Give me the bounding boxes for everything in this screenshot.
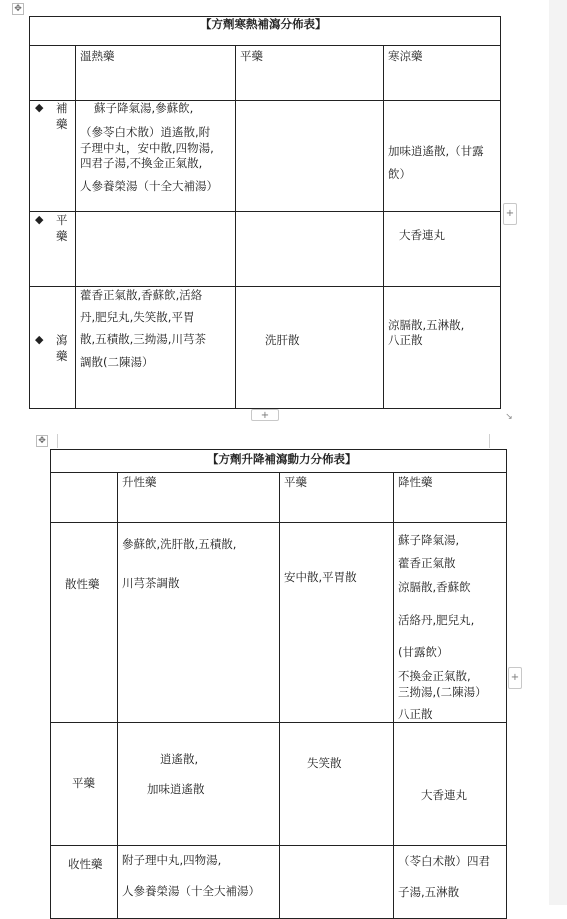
table1-row2-label: 藥 bbox=[56, 229, 68, 243]
table1-row1-warm-line: 蘇子降氣湯,參蘇飲, bbox=[94, 101, 194, 115]
table2-row3-label: 收性藥 bbox=[68, 857, 103, 871]
table2-row1-falling-line: 三拗湯,(二陳湯） bbox=[398, 685, 487, 699]
table1-header-cold: 寒涼藥 bbox=[388, 49, 423, 63]
table1-row1-bullet: ◆ bbox=[35, 101, 44, 114]
table1-title: 【方劑寒熱補瀉分佈表】 bbox=[200, 17, 327, 31]
table2-row1-falling-line: 藿香正氣散 bbox=[398, 556, 456, 570]
table1-row1-warm-line: 人參養榮湯（十全大補湯） bbox=[80, 179, 218, 193]
right-side-panel bbox=[549, 0, 567, 905]
table2-row1-falling-line: 涼膈散,香蘇飲 bbox=[398, 580, 471, 594]
table1-header-neutral: 平藥 bbox=[240, 49, 263, 63]
table2-row1-label: 散性藥 bbox=[65, 577, 100, 591]
table2-row1-falling-line: 蘇子降氣湯, bbox=[398, 533, 460, 547]
table2-row3-falling-line: （苓白术散）四君 bbox=[398, 854, 490, 868]
table2-row3-rising-line: 人參養榮湯（十全大補湯） bbox=[122, 884, 260, 898]
table2-top-stub bbox=[57, 434, 58, 448]
table1-add-row-button[interactable]: + bbox=[251, 409, 279, 421]
table2-row1-falling-line: (甘露飲） bbox=[398, 645, 449, 659]
table1-row2-label: 平 bbox=[56, 213, 68, 227]
table1-resize-icon[interactable]: ↘ bbox=[505, 412, 513, 422]
table1-row2-cold-line: 大香連丸 bbox=[399, 228, 445, 242]
table2-divider bbox=[393, 472, 394, 919]
table2-row3-rising-line: 附子理中丸,四物湯, bbox=[122, 853, 222, 867]
table1-row3-cold-line: 八正散 bbox=[388, 333, 423, 347]
table1-row3-warm-line: 藿香正氣散,香蘇飲,活絡 bbox=[80, 288, 203, 302]
table1-row3-warm-line: 調散(二陳湯） bbox=[80, 355, 154, 369]
table2-row2-neutral-line: 失笑散 bbox=[307, 756, 342, 770]
table2-header-neutral: 平藥 bbox=[284, 475, 307, 489]
table1-divider bbox=[29, 211, 501, 212]
table1-row1-warm-line: 子理中丸，安中散,四物湯, bbox=[80, 141, 214, 155]
table1-move-handle-icon[interactable]: ✥ bbox=[12, 3, 24, 15]
table2-move-handle-icon[interactable]: ✥ bbox=[36, 435, 48, 447]
table1-divider bbox=[235, 45, 236, 409]
table1-header-warm: 溫熱藥 bbox=[80, 49, 115, 63]
table2-top-stub bbox=[489, 434, 490, 448]
table2-row1-falling-line: 不換金正氣散, bbox=[398, 669, 471, 683]
table1-row1-cold-line: 飲） bbox=[388, 167, 411, 181]
table2-row2-rising-line: 加味逍遙散 bbox=[147, 782, 205, 796]
table2-divider bbox=[279, 472, 280, 919]
table2-divider bbox=[117, 472, 118, 919]
table2-header-rising: 升性藥 bbox=[122, 475, 157, 489]
table1-row1-label: 藥 bbox=[56, 117, 68, 131]
table2-row2-falling-line: 大香連丸 bbox=[421, 788, 467, 802]
table2-row2-rising-line: 逍遙散, bbox=[160, 752, 199, 766]
table1-row3-warm-line: 散,五積散,三拗湯,川芎茶 bbox=[80, 332, 206, 346]
table1-row1-warm-line: 四君子湯,不換金正氣散, bbox=[80, 156, 203, 170]
table1-divider bbox=[383, 45, 384, 409]
table1-row1-warm-line: （參苓白术散）逍遙散,附 bbox=[80, 125, 211, 139]
table2-row1-falling-line: 活絡丹,肥兒丸, bbox=[398, 613, 475, 627]
table2-row1-neutral-line: 安中散,平胃散 bbox=[284, 570, 357, 584]
table1-border bbox=[29, 16, 501, 409]
table1-add-column-button[interactable]: + bbox=[503, 203, 517, 225]
table1-row3-label: 瀉 bbox=[56, 333, 68, 347]
table2-row3-falling-line: 子湯,五淋散 bbox=[398, 885, 460, 899]
table1-divider bbox=[75, 45, 76, 409]
table2-title: 【方劑升降補瀉動力分佈表】 bbox=[207, 452, 357, 466]
table1-row3-cold-line: 涼膈散,五淋散, bbox=[388, 318, 465, 332]
table2-header-falling: 降性藥 bbox=[398, 475, 433, 489]
table1-row1-cold-line: 加味逍遙散,（甘露 bbox=[388, 144, 484, 158]
table1-row1-label: 補 bbox=[56, 101, 68, 115]
table1-row3-label: 藥 bbox=[56, 349, 68, 363]
table1-row3-warm-line: 丹,肥兒丸,失笑散,平胃 bbox=[80, 310, 195, 324]
table2-row1-rising-line: 參蘇飲,洗肝散,五積散, bbox=[122, 537, 237, 551]
table1-row3-bullet: ◆ bbox=[35, 333, 44, 346]
table2-row1-rising-line: 川芎茶調散 bbox=[122, 576, 180, 590]
table2-row2-label: 平藥 bbox=[72, 776, 95, 790]
table1-row2-bullet: ◆ bbox=[35, 213, 44, 226]
table2-row1-falling-line: 八正散 bbox=[398, 707, 433, 721]
table2-add-column-button[interactable]: + bbox=[508, 667, 522, 689]
table1-row3-neutral-line: 洗肝散 bbox=[265, 333, 300, 347]
